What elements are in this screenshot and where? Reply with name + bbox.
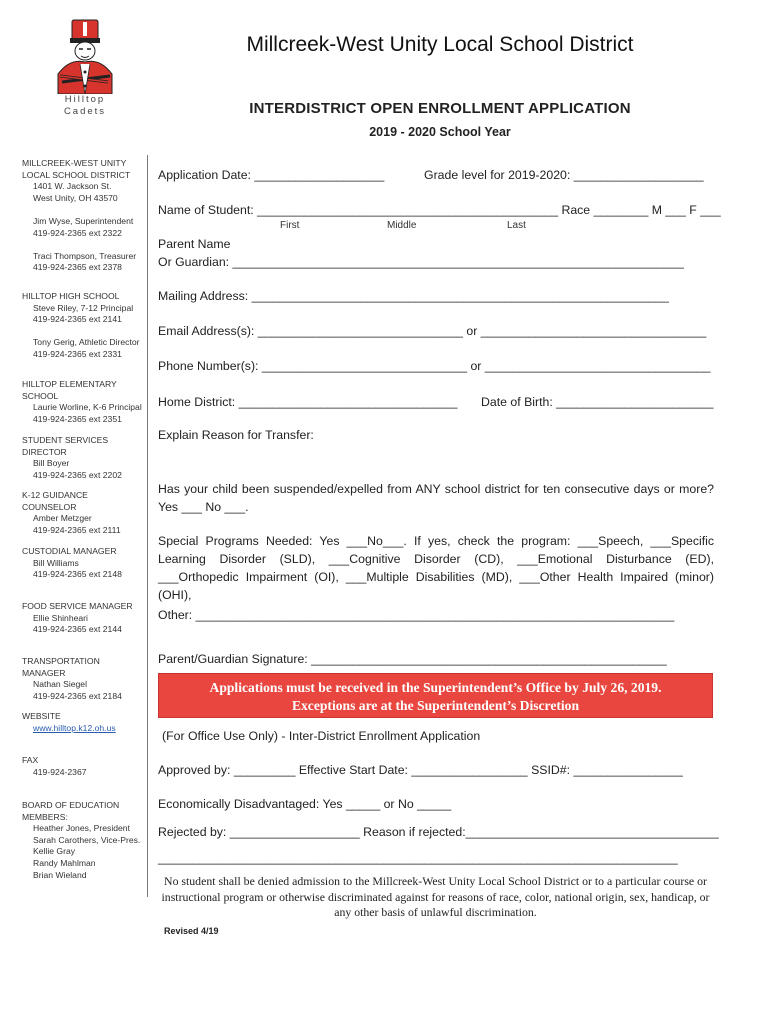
sidebar-line: MILLCREEK-WEST UNITY <box>22 158 127 168</box>
guardian-field[interactable]: Or Guardian: __________________________________________________________________ <box>158 255 684 269</box>
sidebar-line: 419-924-2365 ext 2148 <box>33 569 122 580</box>
application-title: INTERDISTRICT OPEN ENROLLMENT APPLICATION <box>249 100 631 117</box>
name-first-label: First <box>280 220 300 231</box>
sidebar-line: Jim Wyse, Superintendent <box>33 215 134 226</box>
sidebar-line: Ellie Shinheari <box>33 612 88 623</box>
rejected-by-field[interactable]: Rejected by: ___________________ Reason if rejected:_____________________________________ <box>158 825 719 839</box>
sidebar-spacer <box>22 239 144 251</box>
row-home-district <box>158 395 714 409</box>
suspended-question[interactable]: Has your child been suspended/expelled from ANY school district for ten consecutive days or more? Yes ___ No ___. <box>158 482 714 514</box>
name-last-label: Last <box>507 220 526 231</box>
revision-date: Revised 4/19 <box>164 926 219 936</box>
fax-label: FAX <box>22 755 39 765</box>
mailing-address-field[interactable]: Mailing Address: _____________________________________________________________ <box>158 289 669 303</box>
sidebar-line: Sarah Carothers, Vice-Pres. <box>33 834 141 845</box>
sidebar-line: 419-924-2365 ext 2184 <box>33 690 122 701</box>
special-programs-question[interactable]: Special Programs Needed: Yes ___No___. If yes, check the program: ___Speech, ___Specific Learning Disorder (SLD), ___Cognitive Disorder (CD), ___Emotional Disturbance (ED), ___Orthopedic Impairment (OI), ___Multiple Disabilities (MD), ___Other Health Impaired (minor) (OHI), <box>158 534 714 602</box>
name-middle-label: Middle <box>387 220 417 231</box>
sidebar-line: 1401 W. Jackson St. <box>33 181 112 192</box>
sidebar-line: 419-924-2365 ext 2331 <box>33 348 122 359</box>
guidance-section <box>22 490 144 536</box>
student-name-field[interactable]: Name of Student: ____________________________________________ Race ________ M ___ F ___ <box>158 203 721 217</box>
sidebar-line: Steve Riley, 7-12 Principal <box>33 302 134 313</box>
sidebar-line: LOCAL SCHOOL DISTRICT <box>22 169 131 180</box>
sidebar-spacer <box>22 204 144 216</box>
deadline-banner <box>158 673 713 718</box>
sidebar-line: 419-924-2365 ext 2351 <box>33 413 122 424</box>
high-school-section <box>22 291 144 361</box>
sidebar-line: CUSTODIAL MANAGER <box>22 546 117 556</box>
sidebar-line: Bill Boyer <box>33 458 70 469</box>
sidebar-line: Traci Thompson, Treasurer <box>33 250 137 261</box>
fax-section <box>22 755 144 778</box>
sidebar-line: Randy Mahlman <box>33 857 96 868</box>
fax-number: 419-924-2367 <box>33 766 87 777</box>
econ-disadvantaged-field[interactable]: Economically Disadvantaged: Yes _____ or No _____ <box>158 797 452 811</box>
cadet-mascot-logo <box>50 18 120 94</box>
food-service-section <box>22 601 144 636</box>
deadline-line-1: Applications must be received in the Superintendent’s Office by July 26, 2019. <box>209 680 662 695</box>
sidebar-line: 419-924-2365 ext 2322 <box>33 227 122 238</box>
school-year: 2019 - 2020 School Year <box>369 125 511 139</box>
sidebar-line: Kellie Gray <box>33 846 76 857</box>
transfer-reason-label[interactable]: Explain Reason for Transfer: <box>158 428 314 442</box>
student-services-section <box>22 435 144 481</box>
grade-level-field[interactable]: Grade level for 2019-2020: ___________________ <box>424 168 704 182</box>
sidebar-divider <box>147 155 148 897</box>
website-section <box>22 711 144 734</box>
sidebar-line: BOARD OF EDUCATION <box>22 800 120 810</box>
sidebar-line: STUDENT SERVICES DIRECTOR <box>22 435 109 457</box>
sidebar-line: Heather Jones, President <box>33 823 130 834</box>
board-section <box>22 800 144 881</box>
sidebar-line: Amber Metzger <box>33 513 92 524</box>
phone-field[interactable]: Phone Number(s): ______________________________ or _________________________________ <box>158 359 711 373</box>
date-of-birth-field[interactable]: Date of Birth: _______________________ <box>481 395 714 409</box>
mascot-caption <box>50 94 120 118</box>
office-use-heading: (For Office Use Only) - Inter-District Enrollment Application <box>162 729 481 743</box>
elementary-section <box>22 379 144 425</box>
home-district-field[interactable]: Home District: ________________________________ <box>158 395 458 409</box>
sidebar-line: 419-924-2365 ext 2141 <box>33 314 122 325</box>
sidebar-line: HILLTOP HIGH SCHOOL <box>22 291 120 301</box>
transportation-section <box>22 656 144 702</box>
email-field[interactable]: Email Address(s): ______________________________ or _________________________________ <box>158 324 707 338</box>
website-label: WEBSITE <box>22 711 61 721</box>
sidebar-line: West Unity, OH 43570 <box>33 192 118 203</box>
row-app-date <box>158 168 714 182</box>
sidebar-line: 419-924-2365 ext 2378 <box>33 262 122 273</box>
sidebar-line: 419-924-2365 ext 2144 <box>33 624 122 635</box>
district-office-section <box>22 158 144 274</box>
sidebar-spacer <box>22 326 144 338</box>
sidebar-line: K-12 GUIDANCE COUNSELOR <box>22 490 88 512</box>
mascot-caption-line: Hilltop <box>64 94 106 105</box>
mascot-caption-line: Cadets <box>63 106 107 117</box>
other-field[interactable]: Other: ______________________________________________________________________ <box>158 608 675 622</box>
sidebar-line: Brian Wieland <box>33 869 87 880</box>
website-link[interactable]: www.hilltop.k12.oh.us <box>33 722 116 733</box>
sidebar-line: FOOD SERVICE MANAGER <box>22 601 133 611</box>
sidebar-line: 419-924-2365 ext 2202 <box>33 469 122 480</box>
sidebar-line: TRANSPORTATION MANAGER <box>22 656 100 678</box>
approved-by-field[interactable]: Approved by: _________ Effective Start Date: _________________ SSID#: ________________ <box>158 763 683 777</box>
deadline-line-2: Exceptions are at the Superintendent’s Discretion <box>291 698 580 713</box>
sidebar-line: HILLTOP ELEMENTARY SCHOOL <box>22 379 117 401</box>
district-name: Millcreek-West Unity Local School District <box>246 33 634 56</box>
office-blank-line[interactable]: ____________________________________________________________________________ <box>158 851 678 865</box>
sidebar-line: Laurie Worline, K-6 Principal <box>33 402 142 413</box>
custodial-section <box>22 546 144 581</box>
sidebar-line: 419-924-2365 ext 2111 <box>33 524 121 535</box>
sidebar-line: Nathan Siegel <box>33 679 87 690</box>
application-date-field[interactable]: Application Date: ___________________ <box>158 168 385 182</box>
sidebar-line: Bill Williams <box>33 557 79 568</box>
nondiscrimination-notice: No student shall be denied admission to the Millcreek-West Unity Local School District or to a particular course or instructional program or otherwise discriminated against for reasons of race, color, national origin, sex, handicap, or any other basis of unlawful discrimination. <box>161 874 710 919</box>
parent-name-label: Parent Name <box>158 237 231 251</box>
sidebar-line: Tony Gerig, Athletic Director <box>33 337 140 348</box>
sidebar-line: MEMBERS: <box>22 811 68 822</box>
signature-field[interactable]: Parent/Guardian Signature: ____________________________________________________ <box>158 652 667 666</box>
